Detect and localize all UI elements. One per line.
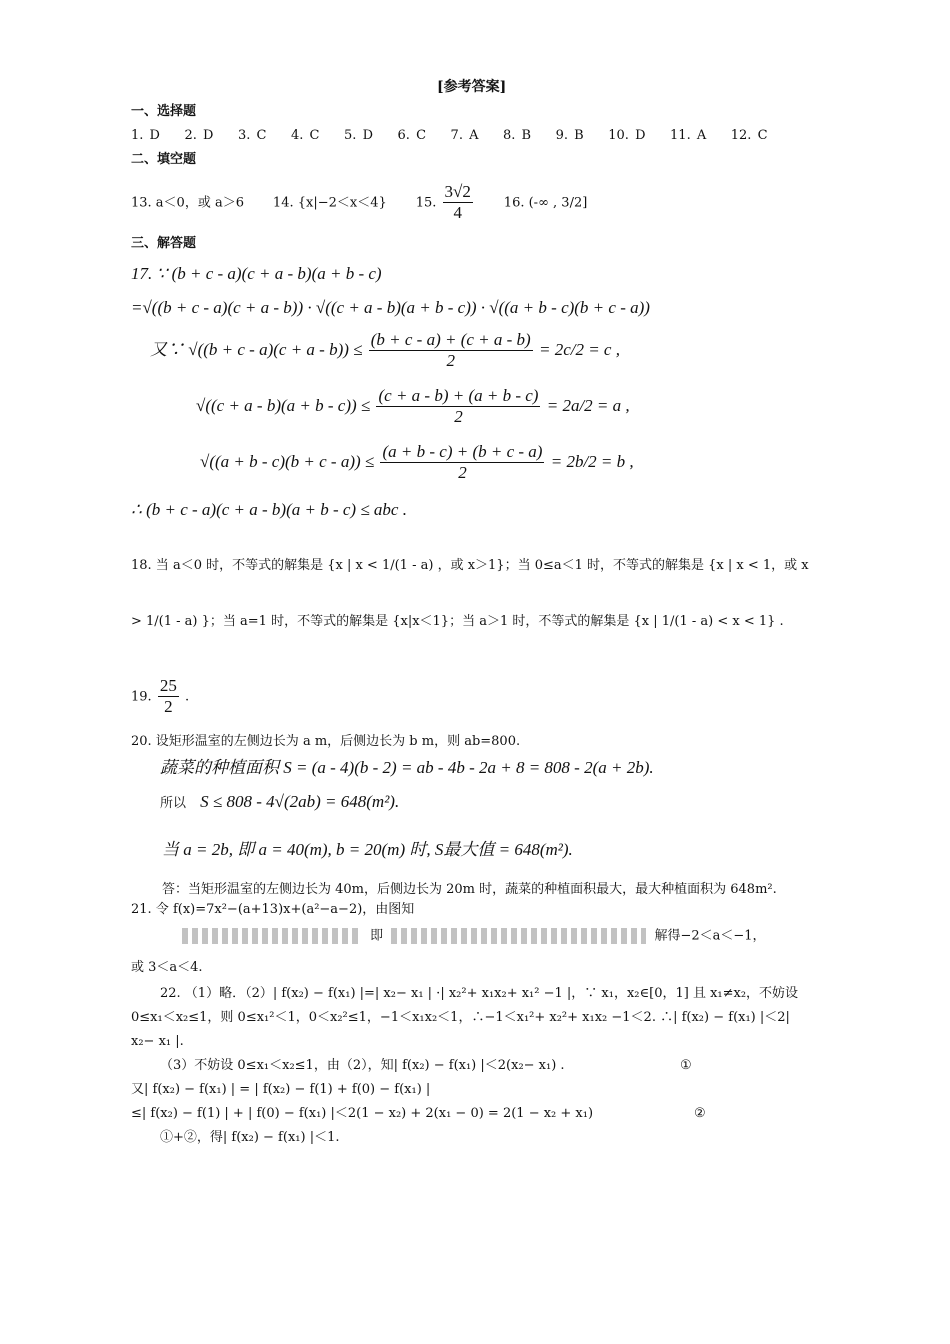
answer-15-label: 15.	[415, 195, 437, 211]
answer-1: 1. D	[131, 128, 160, 143]
answer-3: 3. C	[238, 128, 267, 143]
q19-numerator: 25	[158, 676, 179, 697]
q17-line-5-fraction	[380, 442, 544, 484]
q17-line-4-fraction	[376, 386, 540, 428]
q17-line-3-lhs: 又∵ √((b + c - a)(c + a - b)) ≤	[150, 339, 363, 359]
q20-line-3-math: S ≤ 808 - 4√(2ab) = 648(m²).	[200, 792, 400, 811]
q20-line-2	[160, 758, 654, 778]
q20-line-2-text: 蔬菜的种植面积 S = (a - 4)(b - 2) = ab - 4b - 2a + 8 = 808 - 2(a + 2b).	[160, 758, 654, 777]
q22-line-1: 22. （1）略．（2）| f(x₂) − f(x₁) |=| x₂− x₁ | ·| x₂²+ x₁x₂+ x₁² −1 |，∵ x₁，x₂∈[0，1] 且 x₁≠x₂，不妨设	[160, 986, 799, 1001]
q17-line-1: 17. ∵ (b + c - a)(c + a - b)(a + b - c)	[131, 264, 382, 283]
answer-14: 14. {x|−2＜x＜4}	[272, 195, 387, 211]
q22-line-7: ①+②，得| f(x₂) − f(x₁) |＜1.	[160, 1130, 340, 1145]
answer-9: 9. B	[555, 128, 584, 143]
q17-line-3	[150, 330, 620, 372]
q17-line-3-denominator: 2	[446, 351, 455, 371]
q17-line-3-numerator: (b + c - a) + (c + a - b)	[369, 330, 533, 351]
q17-line-5-rhs: = 2b/2 = b ,	[550, 451, 634, 471]
q19-denominator: 2	[164, 697, 173, 717]
q17-line-5-numerator: (a + b - c) + (b + c - a)	[380, 442, 544, 463]
answer-16: 16. (-∞ , 3/2]	[503, 195, 588, 211]
q19-label: 19.	[131, 689, 152, 705]
q21-line-2-end: 解得−2＜a＜−1，	[654, 928, 766, 944]
q22-line-3: x₂− x₁ |.	[131, 1034, 184, 1049]
q22-line-4: （3）不妨设 0≤x₁＜x₂≤1，由（2），知| f(x₂) − f(x₁) |＜2(x₂− x₁) .	[160, 1058, 565, 1073]
answer-8: 8. B	[503, 128, 532, 143]
section-choice-heading: 一、选择题	[131, 104, 197, 119]
q20-line-1: 20. 设矩形温室的左侧边长为 a m，后侧边长为 b m，则 ab=800.	[131, 734, 521, 749]
q21-system-1-image	[182, 928, 362, 944]
q21-line-2-mid: 即	[370, 928, 384, 944]
q19-period: .	[184, 689, 190, 705]
q17-line-6: ∴ (b + c - a)(c + a - b)(a + b - c) ≤ abc .	[131, 500, 407, 519]
q17-line-3-fraction	[369, 330, 533, 372]
answer-6: 6. C	[397, 128, 427, 143]
q17-line-4-denominator: 2	[454, 407, 463, 427]
q21-system-2-image	[391, 928, 646, 944]
q19-fraction	[158, 676, 179, 718]
q19-answer	[131, 676, 189, 718]
section-fill-heading: 二、填空题	[131, 152, 197, 167]
choice-answers	[131, 128, 768, 144]
answer-15-fraction	[443, 182, 473, 224]
q17-line-2: =√((b + c - a)(c + a - b)) · √((c + a - b)(a + b - c)) · √((a + b - c)(b + c - a))	[131, 298, 650, 317]
q20-line-3-label: 所以	[160, 796, 187, 811]
q17-line-3-rhs: = 2c/2 = c ,	[538, 339, 620, 359]
answer-15-numerator: 3√2	[443, 182, 473, 203]
answer-11: 11. A	[670, 128, 707, 143]
q22-line-6: ≤| f(x₂) − f(1) | + | f(0) − f(x₁) |＜2(1 − x₂) + 2(x₁ − 0) = 2(1 − x₂ + x₁)	[131, 1106, 594, 1121]
answer-2: 2. D	[184, 128, 214, 143]
q22-mark-2: ②	[694, 1106, 706, 1121]
answer-10: 10. D	[608, 128, 646, 143]
q17-line-5-denominator: 2	[458, 463, 467, 483]
q17-line-4	[196, 386, 630, 428]
q17-line-4-rhs: = 2a/2 = a ,	[546, 395, 630, 415]
q22-mark-1: ①	[680, 1058, 692, 1073]
q20-line-4: 当 a = 2b, 即 a = 40(m), b = 20(m) 时, S最大值 = 648(m²).	[162, 840, 573, 859]
q20-line-5: 答：当矩形温室的左侧边长为 40m，后侧边长为 20m 时，蔬菜的种植面积最大，最大种植面积为 648m².	[162, 882, 777, 897]
answer-12: 12. C	[730, 128, 768, 143]
q22-line-2: 0≤x₁＜x₂≤1，则 0≤x₁²＜1，0＜x₂²≤1，−1＜x₁x₂＜1，∴−1＜x₁²+ x₂²+ x₁x₂ −1＜2. ∴| f(x₂) − f(x₁) |＜2|	[131, 1010, 790, 1025]
answer-7: 7. A	[450, 128, 479, 143]
answer-4: 4. C	[291, 128, 320, 143]
q18-line-1: 18. 当 a＜0 时，不等式的解集是 {x | x < 1/(1 - a) ，或 x＞1}；当 0≤a＜1 时，不等式的解集是 {x | x < 1，或 x	[131, 558, 809, 573]
answer-13: 13. a＜0，或 a＞6	[131, 195, 244, 211]
q17-line-5	[200, 442, 634, 484]
fill-answers	[131, 182, 587, 224]
answer-5: 5. D	[344, 128, 373, 143]
q17-line-4-lhs: √((c + a - b)(a + b - c)) ≤	[196, 395, 371, 415]
q21-line-1: 21. 令 f(x)=7x²−(a+13)x+(a²−a−2)，由图知	[131, 902, 415, 917]
section-solve-heading: 三、解答题	[131, 236, 197, 251]
q21-line-2	[178, 928, 766, 944]
q17-line-5-lhs: √((a + b - c)(b + c - a)) ≤	[200, 451, 375, 471]
q20-line-3	[160, 792, 399, 812]
q18-line-2: > 1/(1 - a) }；当 a=1 时，不等式的解集是 {x|x＜1}；当 a＞1 时，不等式的解集是 {x | 1/(1 - a) < x < 1} .	[131, 614, 784, 629]
q17-line-4-numerator: (c + a - b) + (a + b - c)	[376, 386, 540, 407]
answer-15-denominator: 4	[453, 203, 462, 223]
q22-line-5: 又| f(x₂) − f(x₁) | = | f(x₂) − f(1) + f(0) − f(x₁) |	[131, 1082, 431, 1097]
q21-line-3: 或 3＜a＜4.	[131, 960, 203, 975]
page-title: [参考答案]	[437, 79, 507, 95]
